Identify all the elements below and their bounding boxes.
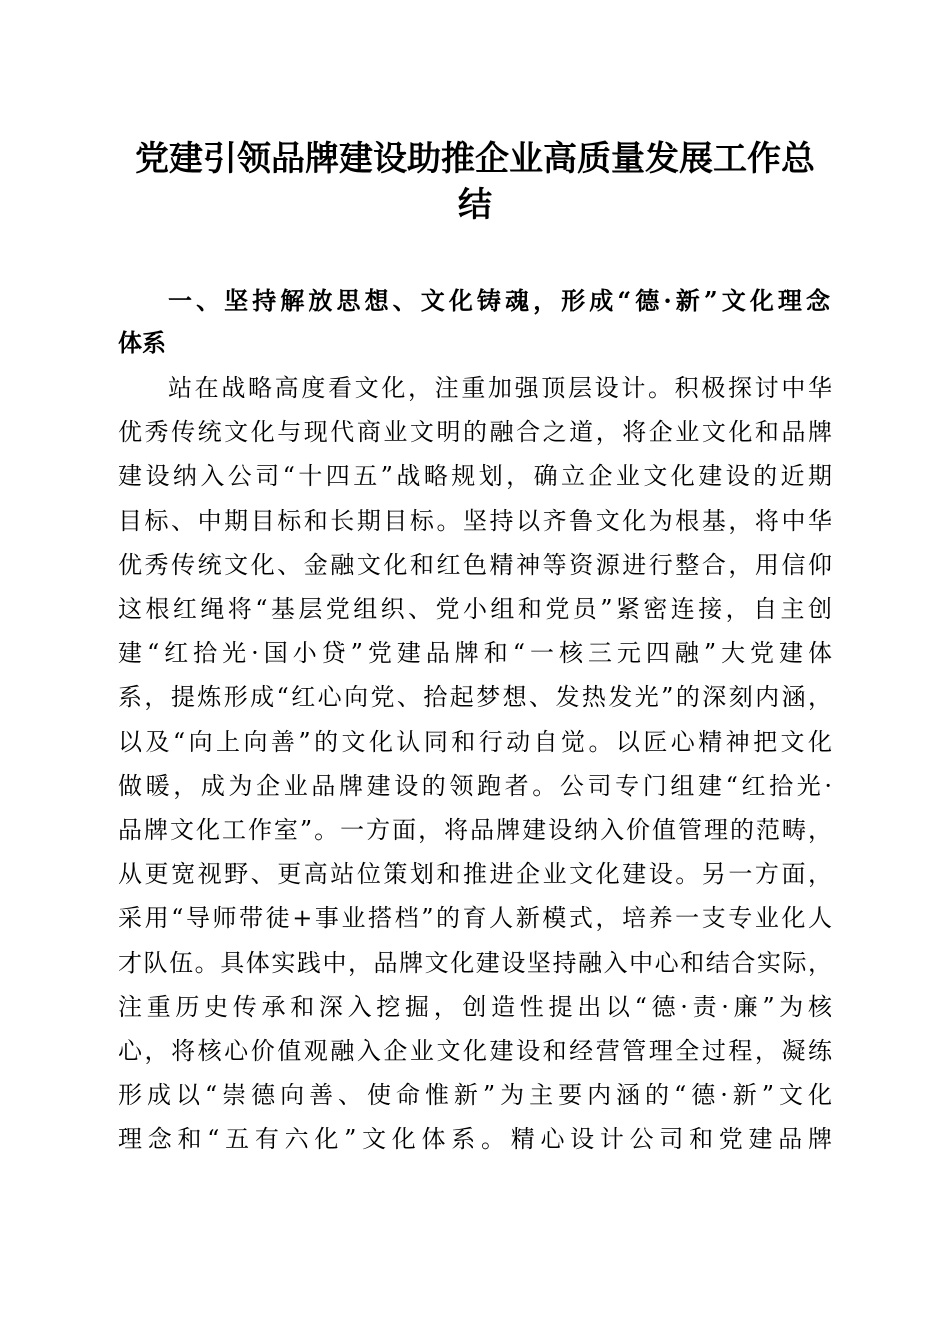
section-heading (118, 280, 830, 364)
body-paragraph (118, 366, 832, 1162)
heading-line: 一、坚持解放思想、文化铸魂，形成“德·新”文化理念 (168, 286, 830, 315)
body-line: 这根红绳将“基层党组织、党小组和党员”紧密连接，自主创 (118, 595, 832, 624)
body-line: 以及“向上向善”的文化认同和行动自觉。以匠心精神把文化 (118, 727, 832, 756)
body-line: 采用“导师带徒+事业搭档”的育人新模式，培养一支专业化人 (118, 904, 832, 933)
body-line: 系，提炼形成“红心向党、拾起梦想、发热发光”的深刻内涵， (118, 683, 832, 712)
body-line: 做暖，成为企业品牌建设的领跑者。公司专门组建“红拾光· (118, 771, 832, 800)
body-line: 形成以“崇德向善、使命惟新”为主要内涵的“德·新”文化 (118, 1081, 832, 1110)
document-title (110, 136, 840, 228)
body-line: 心，将核心价值观融入企业文化建设和经营管理全过程，凝练 (118, 1037, 832, 1066)
body-line: 优秀传统文化与现代商业文明的融合之道，将企业文化和品牌 (118, 418, 832, 447)
body-line: 优秀传统文化、金融文化和红色精神等资源进行整合，用信仰 (118, 550, 832, 579)
body-line: 品牌文化工作室”。一方面，将品牌建设纳入价值管理的范畴， (118, 816, 832, 845)
body-line: 才队伍。具体实践中，品牌文化建设坚持融入中心和结合实际， (118, 948, 832, 977)
title-line: 结 (458, 185, 492, 225)
title-line: 党建引领品牌建设助推企业高质量发展工作总 (135, 139, 815, 179)
body-line: 站在战略高度看文化，注重加强顶层设计。积极探讨中华 (168, 374, 832, 402)
body-line: 目标、中期目标和长期目标。坚持以齐鲁文化为根基，将中华 (118, 506, 832, 535)
heading-line: 体系 (118, 328, 166, 357)
body-line: 注重历史传承和深入挖掘，创造性提出以“德·责·廉”为核 (118, 992, 832, 1021)
body-line: 理念和“五有六化”文化体系。精心设计公司和党建品牌 (118, 1125, 832, 1154)
body-line: 建“红拾光·国小贷”党建品牌和“一核三元四融”大党建体 (118, 639, 832, 668)
body-line: 从更宽视野、更高站位策划和推进企业文化建设。另一方面， (118, 860, 832, 889)
body-line: 建设纳入公司“十四五”战略规划，确立企业文化建设的近期 (118, 462, 832, 491)
